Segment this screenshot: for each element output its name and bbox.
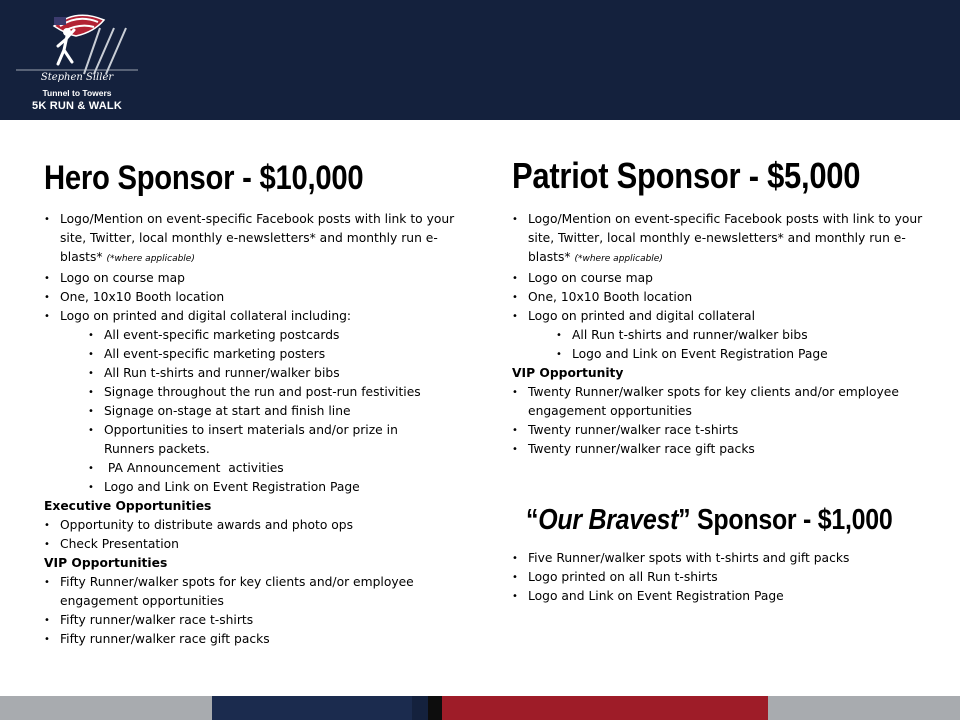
patriot-benefit-item: • Logo/Mention on event-specific Facebook posts with link to your site, Twitter, local monthly e-newsletters* and monthly run e-blasts* (*where applicable): [512, 210, 928, 269]
patriot-benefits-list: [512, 210, 928, 364]
hero-sponsor-section: [44, 156, 464, 649]
bravest-benefit-item: • Five Runner/walker spots with t-shirts and gift packs: [512, 549, 952, 568]
logo-line-3: 5K RUN & WALK: [32, 100, 122, 112]
hero-vip-heading: VIP Opportunities: [44, 556, 168, 570]
bravest-benefit-item: • Logo printed on all Run t-shirts: [512, 568, 952, 587]
patriot-collateral-item: • Logo and Link on Event Registration Page: [512, 345, 928, 364]
hero-collateral-item: • All event-specific marketing postcards: [44, 326, 464, 345]
hero-collateral-item: • Signage on-stage at start and finish line: [44, 402, 464, 421]
patriot-vip-heading: VIP Opportunity: [512, 366, 624, 380]
hero-benefit-item: • One, 10x10 Booth location: [44, 288, 464, 307]
bravest-title-emphasis: Our Bravest: [538, 504, 679, 536]
logo-line-1: Stephen Siller: [40, 72, 114, 83]
executive-opportunities-list: [44, 516, 464, 554]
event-logo: [14, 6, 140, 116]
hero-vip-list: [44, 573, 464, 649]
hero-benefit-item: • Logo/Mention on event-specific Facebook posts with link to your site, Twitter, local monthly e-newsletters* and monthly run e-blasts* (*where applicable): [44, 210, 464, 269]
bravest-benefits-list: [512, 549, 952, 606]
hero-collateral-item: • All event-specific marketing posters: [44, 345, 464, 364]
hero-benefit-item: • Logo on printed and digital collateral including:: [44, 307, 464, 326]
applicability-note: (*where applicable): [106, 254, 195, 264]
patriot-benefit-item: • Logo on printed and digital collateral: [512, 307, 928, 326]
header-banner: [0, 0, 960, 120]
hero-collateral-item: • PA Announcement activities: [44, 459, 464, 478]
footer-color-bar: [0, 696, 960, 720]
bravest-sponsor-title: “Our Bravest” Sponsor - $1,000: [526, 504, 893, 536]
patriot-vip-item: • Twenty runner/walker race gift packs: [512, 440, 928, 459]
footer-segment: [212, 696, 412, 720]
hero-vip-item: • Fifty runner/walker race t-shirts: [44, 611, 464, 630]
hero-benefits-list: [44, 210, 464, 497]
patriot-vip-item: • Twenty Runner/walker spots for key clients and/or employee engagement opportunities: [512, 383, 928, 421]
logo-line-2: Tunnel to Towers: [42, 88, 112, 98]
footer-segment: [412, 696, 428, 720]
hero-collateral-item: • Opportunities to insert materials and/or prize in Runners packets.: [44, 421, 464, 459]
patriot-benefit-item: • One, 10x10 Booth location: [512, 288, 928, 307]
footer-segment: [428, 696, 442, 720]
hero-benefit-item: • Logo on course map: [44, 269, 464, 288]
executive-opportunities-heading: Executive Opportunities: [44, 499, 212, 513]
hero-collateral-item: • Logo and Link on Event Registration Page: [44, 478, 464, 497]
hero-vip-item: • Fifty runner/walker race gift packs: [44, 630, 464, 649]
executive-opportunity-item: • Check Presentation: [44, 535, 464, 554]
patriot-benefit-item: • Logo on course map: [512, 269, 928, 288]
hero-collateral-item: • Signage throughout the run and post-run festivities: [44, 383, 464, 402]
footer-segment: [0, 696, 212, 720]
runner-flag-icon: [14, 6, 140, 76]
patriot-sponsor-section: [512, 154, 928, 459]
hero-sponsor-title: Hero Sponsor - $10,000: [44, 159, 364, 197]
patriot-collateral-item: • All Run t-shirts and runner/walker bibs: [512, 326, 928, 345]
patriot-vip-list: [512, 383, 928, 459]
patriot-sponsor-title: Patriot Sponsor - $5,000: [512, 155, 861, 196]
applicability-note: (*where applicable): [574, 254, 663, 264]
executive-opportunity-item: • Opportunity to distribute awards and photo ops: [44, 516, 464, 535]
bravest-benefit-item: • Logo and Link on Event Registration Page: [512, 587, 952, 606]
bravest-sponsor-section: [512, 500, 952, 606]
footer-segment: [442, 696, 768, 720]
hero-vip-item: • Fifty Runner/walker spots for key clients and/or employee engagement opportunities: [44, 573, 464, 611]
patriot-vip-item: • Twenty runner/walker race t-shirts: [512, 421, 928, 440]
hero-collateral-item: • All Run t-shirts and runner/walker bibs: [44, 364, 464, 383]
footer-segment: [768, 696, 960, 720]
